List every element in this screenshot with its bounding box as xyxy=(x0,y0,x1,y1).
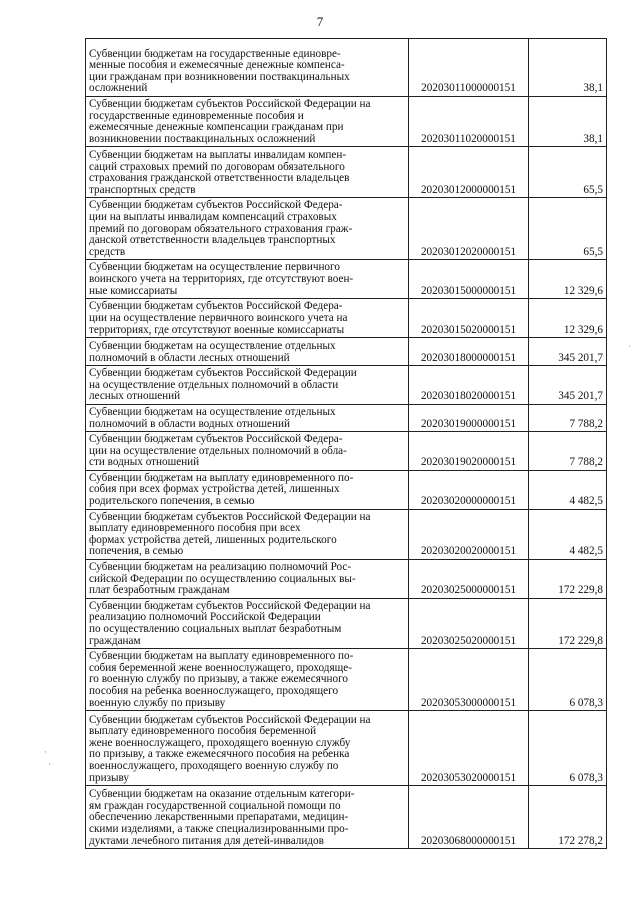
page-number: 7 xyxy=(316,14,324,29)
row-amount-cell: 65,5 xyxy=(529,147,607,198)
table-row xyxy=(86,338,607,366)
row-name-cell xyxy=(86,338,409,366)
row-code-cell: 20203025000000151 xyxy=(409,560,529,599)
row-name-cell xyxy=(86,39,409,97)
row-amount-cell: 4 482,5 xyxy=(529,470,607,509)
table-row xyxy=(86,711,607,786)
row-name-cell xyxy=(86,366,409,405)
row-code-cell: 20203068000000151 xyxy=(409,786,529,849)
table-row xyxy=(86,470,607,509)
row-name-cell xyxy=(86,404,409,431)
row-name: Субвенции бюджетам субъектов Российской Федера- ции на выплаты инвалидам компенсаций страховых премий по договорам обязательного страхования граж- данской ответственности владельцев транспортных средств xyxy=(89,199,353,258)
row-name: Субвенции бюджетам на выплаты инвалидам компен- саций страховых премий по договорам обязательного страхования гражданской ответственности владельцев транспортных средств xyxy=(89,149,350,196)
row-name: Субвенции бюджетам субъектов Российской Федерации на выплату единовременного пособия беременной жене военнослужащего, проходящего военную службу по призыву, а также ежемесячного пособия на ребенка военнослужащего, проходящего военную службу по призыву xyxy=(89,713,371,784)
row-code-cell: 20203012000000151 xyxy=(409,147,529,198)
row-name: Субвенции бюджетам на государственные единовре- менные пособия и ежемесячные денежные компенса- ции гражданам при возникновении поствакцинальных осложнений xyxy=(89,47,350,95)
table-row xyxy=(86,147,607,198)
row-amount-cell: 6 078,3 xyxy=(529,711,607,786)
table-row xyxy=(86,299,607,338)
row-code-cell: 20203020000000151 xyxy=(409,470,529,509)
table-row xyxy=(86,598,607,648)
row-code-cell: 20203015020000151 xyxy=(409,299,529,338)
table-row xyxy=(86,39,607,97)
row-name: Субвенции бюджетам субъектов Российской Федерации на реализацию полномочий Российской Федерации по осуществлению социальных выплат безработным гражданам xyxy=(89,599,371,647)
table-row xyxy=(86,198,607,260)
row-name-cell xyxy=(86,509,409,559)
scan-speck: · xyxy=(44,747,47,757)
row-name: Субвенции бюджетам субъектов Российской Федера- ции на осуществление отдельных полномочий в обла- сти водных отношений xyxy=(89,433,347,469)
row-name: Субвенции бюджетам на реализацию полномочий Рос- сийской Федерации по осуществлению социальных вы- плат безработным гражданам xyxy=(89,561,356,597)
row-name: Субвенции бюджетам на осуществление отдельных полномочий в области лесных отношений xyxy=(89,339,336,364)
row-code-cell: 20203011020000151 xyxy=(409,97,529,147)
row-amount-cell: 172 229,8 xyxy=(529,598,607,648)
row-name-cell xyxy=(86,598,409,648)
row-name-cell xyxy=(86,560,409,599)
row-amount-cell: 65,5 xyxy=(529,198,607,260)
row-code-cell: 20203025020000151 xyxy=(409,598,529,648)
row-code-cell: 20203015000000151 xyxy=(409,260,529,299)
row-amount-cell: 12 329,6 xyxy=(529,299,607,338)
row-code-cell: 20203020020000151 xyxy=(409,509,529,559)
table-row xyxy=(86,404,607,431)
row-amount-cell: 38,1 xyxy=(529,97,607,147)
row-name: Субвенции бюджетам на осуществление отдельных полномочий в области водных отношений xyxy=(89,405,336,430)
row-code-cell: 20203018000000151 xyxy=(409,338,529,366)
row-amount-cell: 12 329,6 xyxy=(529,260,607,299)
table-row xyxy=(86,649,607,711)
row-code-cell: 20203053000000151 xyxy=(409,649,529,711)
row-amount-cell: 345 201,7 xyxy=(529,366,607,405)
table-row xyxy=(86,560,607,599)
row-name-cell xyxy=(86,260,409,299)
row-amount-cell: 6 078,3 xyxy=(529,649,607,711)
table-row xyxy=(86,366,607,405)
row-name-cell xyxy=(86,97,409,147)
table-row xyxy=(86,432,607,471)
row-name-cell xyxy=(86,649,409,711)
row-name-cell xyxy=(86,299,409,338)
row-name: Субвенции бюджетам субъектов Российской Федерации на выплату единовременного пособия при всех формах устройства детей, лишенных родительского попечения, в семью xyxy=(89,510,371,558)
row-code-cell: 20203019000000151 xyxy=(409,404,529,431)
row-name-cell xyxy=(86,147,409,198)
row-name-cell xyxy=(86,786,409,849)
row-name: Субвенции бюджетам на выплату единовременного по- собия при всех формах устройства детей, лишенных родительского попечения, в семью xyxy=(89,471,354,508)
row-amount-cell: 7 788,2 xyxy=(529,404,607,431)
row-code-cell: 20203053020000151 xyxy=(409,711,529,786)
row-name: Субвенции бюджетам на выплату единовременного по- собия беременной жене военнослужащего, проходяще- го военную службу по призыву, а также ежемесячного пособия на ребенка военнослужащего, проходящего военную службу по призыву xyxy=(89,650,354,709)
row-amount-cell: 4 482,5 xyxy=(529,509,607,559)
table-row xyxy=(86,97,607,147)
row-code-cell: 20203011000000151 xyxy=(409,39,529,97)
table-row xyxy=(86,260,607,299)
row-amount-cell: 172 229,8 xyxy=(529,560,607,599)
row-amount-cell: 172 278,2 xyxy=(529,786,607,849)
budget-subventions-table xyxy=(85,38,607,849)
scan-speck: · xyxy=(48,759,51,769)
row-name: Субвенции бюджетам субъектов Российской Федера- ции на осуществление первичного воинского учета на территориях, где отсутствуют военные комиссариаты xyxy=(89,300,348,336)
row-name: Субвенции бюджетам на оказание отдельным категори- ям граждан государственной социальной помощи по обеспечению лекарственными препаратами, медицин- скими изделиями, а также специализированными про- дуктами лечебного питания для детей-инвалидов xyxy=(89,788,355,847)
row-name-cell xyxy=(86,711,409,786)
row-name-cell xyxy=(86,432,409,471)
scan-speck: · xyxy=(628,341,631,351)
table-row xyxy=(86,786,607,849)
row-name-cell xyxy=(86,470,409,509)
row-amount-cell: 7 788,2 xyxy=(529,432,607,471)
table-row xyxy=(86,509,607,559)
row-code-cell: 20203012020000151 xyxy=(409,198,529,260)
row-code-cell: 20203019020000151 xyxy=(409,432,529,471)
row-code-cell: 20203018020000151 xyxy=(409,366,529,405)
row-amount-cell: 345 201,7 xyxy=(529,338,607,366)
row-amount-cell: 38,1 xyxy=(529,39,607,97)
row-name: Субвенции бюджетам субъектов Российской Федерации на осуществление отдельных полномочий в области лесных отношений xyxy=(89,367,357,403)
row-name: Субвенции бюджетам на осуществление первичного воинского учета на территориях, где отсутствуют воен- ные комиссариаты xyxy=(89,261,354,297)
row-name: Субвенции бюджетам субъектов Российской Федерации на государственные единовременные пособия и ежемесячные денежные компенсации гражданам при возникновении поствакцинальных осложнений xyxy=(89,98,371,145)
row-name-cell xyxy=(86,198,409,260)
